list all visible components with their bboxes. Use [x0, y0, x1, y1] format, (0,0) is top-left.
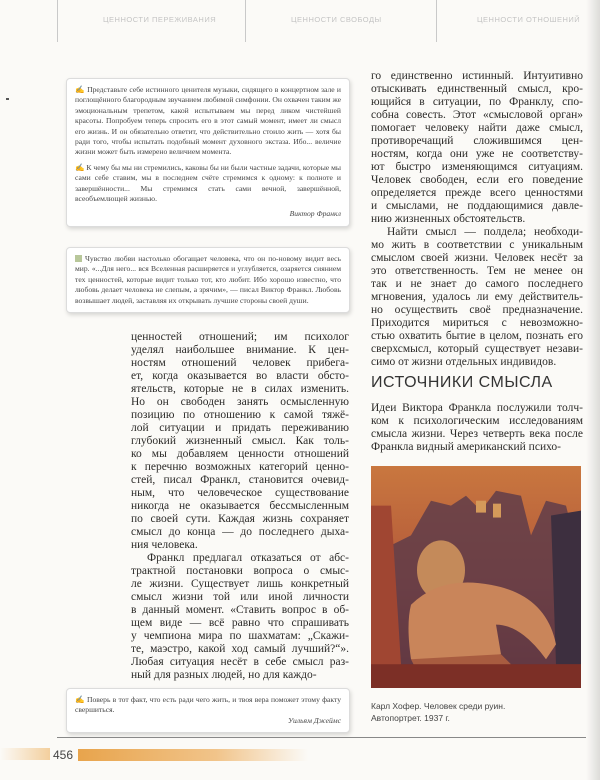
- text-line: трактной постановки вопроса о смыс-: [131, 565, 349, 577]
- scan-speck: [6, 98, 9, 100]
- pencil-icon: ✍: [75, 162, 87, 172]
- text-line: по своей сути. Каждая жизнь сохраняет: [131, 513, 349, 525]
- quote-text: Представьте себе истинного ценителя музыки, сидящего в концертном зале и поглощённого благородным звучанием любимой симфонии. Он охвачен таким же эмоциональным трепетом, какой испытываем мы перед ликом чистейшей красоты. Попробуем теперь спросить его в этот самый момент, имеет ли смысл его жизнь. И он обязательно ответит, что действительно стоило жить — хотя бы ради того, чтобы испытать подобный момент духовного экстаза. Ибо... величие жизни может быть измерено величием момента.: [75, 85, 341, 157]
- page-edge-shadow: [586, 0, 600, 780]
- text-line: ценностей отношений; им психолог: [131, 331, 349, 343]
- text-line: уделял наибольшее внимание. К цен-: [131, 344, 349, 356]
- quote-box-frankl: [66, 78, 350, 227]
- text-line: мгновения, удалось ли ему действитель-: [371, 291, 583, 303]
- info-paragraph: [75, 254, 341, 306]
- running-head-text: ЦЕННОСТИ ПЕРЕЖИВАНИЯ: [103, 15, 217, 24]
- text-line: Приходится мириться с невозможно-: [371, 317, 583, 329]
- text-line: ностям, когда они уже не соответству-: [371, 148, 583, 160]
- caption-line: Карл Хофер. Человек среди руин.: [371, 701, 506, 711]
- pencil-icon: ✍: [75, 695, 87, 704]
- left-text-column: [131, 331, 349, 682]
- text-line: ле жизни. Существует лишь конкретный: [131, 578, 349, 590]
- text-line: но осуществить своё предназначение.: [371, 304, 583, 316]
- text-line: щем виде — всё равно что спрашивать: [131, 617, 349, 629]
- text-line: в данный момент. «Ставить вопрос в об-: [131, 604, 349, 616]
- text-line: го единственно истинный. Интуитивно: [371, 70, 583, 82]
- text-line: смысла жизни. Через четверть века после: [371, 428, 583, 440]
- text-line: ностям отношений человек прибега-: [131, 357, 349, 369]
- right-text-column: [371, 70, 583, 369]
- text-line: Человек свободен, если его поведение: [371, 174, 583, 186]
- text-line: у чемпиона мира по шахматам: „Скажи-: [131, 630, 349, 642]
- footer-rule: [57, 737, 586, 738]
- text-line: стью охватить бытие в целом, познать его: [371, 330, 583, 342]
- quote-paragraph: [75, 695, 341, 716]
- text-line: отыскивать единственный смысл, кро-: [371, 83, 583, 95]
- text-line: и смыслами, не поддающимися давле-: [371, 200, 583, 212]
- text-line: ет, когда оказывается во власти обсто-: [131, 370, 349, 382]
- quote-author: Уильям Джеймс: [287, 715, 341, 725]
- text-line: ют быстро изменяющимся ситуациям.: [371, 161, 583, 173]
- text-line: помогает человеку найти даже смысл,: [371, 122, 583, 134]
- text-line: это ответственность. Тем не менее он: [371, 265, 583, 277]
- text-line: смысл жизни той или иной личности: [131, 591, 349, 603]
- text-line: ющийся в ситуации, по Франклу, спо-: [371, 96, 583, 108]
- section-heading: ИСТОЧНИКИ СМЫСЛА: [371, 374, 553, 391]
- text-line: ко мы добавляем ценности отношений: [131, 448, 349, 460]
- text-line: те, маэстро, какой ход самый лучший?“».: [131, 643, 349, 655]
- text-line: Найти смысл — полдела; необходи-: [387, 226, 583, 238]
- text-line: смыслом своей жизни. Человек несёт за: [371, 252, 583, 264]
- text-line: симо от жизни отдельных индивидов.: [371, 356, 557, 368]
- running-head-text: ЦЕННОСТИ ОТНОШЕНИЙ: [477, 15, 581, 24]
- text-line: так и не знает до самого последнего: [371, 278, 583, 290]
- square-bullet-icon: [75, 255, 82, 262]
- text-line: позицию по отношению к самой тяжё-: [131, 409, 349, 421]
- quote-paragraph: [75, 163, 341, 205]
- info-box-love: [66, 247, 350, 313]
- text-line: Франкл предлагал отказаться от абс-: [147, 552, 349, 564]
- text-line: Франкла видный американский психо-: [371, 441, 561, 453]
- text-line: ком к психологическим исследованиям: [371, 415, 583, 427]
- text-line: Любая ситуация несёт в себе смысл раз-: [131, 656, 349, 668]
- footer-accent-left: [0, 748, 50, 760]
- text-line: лой ситуации и придать переживанию: [131, 422, 349, 434]
- text-line: определяется прежде всего ценностями: [371, 187, 583, 199]
- text-line: собна совесть. Этот «смысловой орган»: [371, 109, 583, 121]
- quote-paragraph: [75, 85, 341, 158]
- text-line: к перечню возможных категорий ценно-: [131, 461, 349, 473]
- text-line: никогда не оказывается бессмысленным: [131, 500, 349, 512]
- text-line: Идеи Виктора Франкла послужили толч-: [371, 402, 583, 414]
- text-line: смысл до конца — до последнего дыха-: [131, 526, 349, 538]
- running-head-3: [436, 0, 587, 42]
- running-head-text: ЦЕННОСТИ СВОБОДЫ: [291, 15, 382, 24]
- text-line: стей, писал Франкл, становится очевид-: [131, 474, 349, 486]
- text-line: мо жить в соответствии с уникальным: [371, 239, 583, 251]
- text-line: сверхсмысл, который существует незави-: [371, 343, 583, 355]
- right-text-column-bottom: [371, 402, 583, 454]
- painting-figure: [371, 466, 581, 688]
- caption-line: Автопортрет. 1937 г.: [371, 713, 450, 723]
- quote-author: Виктор Франкл: [289, 209, 341, 219]
- pencil-icon: ✍: [75, 85, 88, 94]
- text-line: ным, что человеческое существование: [131, 487, 349, 499]
- figure-caption: [371, 700, 505, 724]
- text-line: ния человека.: [131, 539, 198, 551]
- text-line: ятельств, которые не в силах изменить.: [131, 383, 349, 395]
- text-line: ный для разных людей, но для каждо-: [131, 669, 317, 681]
- text-line: нию жизненных обстоятельств.: [371, 213, 526, 225]
- text-line: глубокий жизненный смысл. Как толь-: [131, 435, 349, 447]
- text-line: Но он свободен занять осмысленную: [131, 396, 349, 408]
- quote-box-james: [66, 688, 350, 733]
- info-text: Чувство любви настолько обогащает человека, что он по-новому видит весь мир. «...Для него... вся Вселенная расширяется и углубляется, озаряется сиянием тех ценностей, которые видит только тот, кто любит. Ибо хорошо известно, что любовь делает человека не слепым, а зрячим», — писал Виктор Франкл. Любовь возвышает людей, заставляя их открывать лучшие стороны своей души.: [75, 254, 341, 305]
- page-number: 456: [53, 748, 74, 762]
- running-head-2: [245, 0, 436, 42]
- quote-text: Поверь в тот факт, что есть ради чего жить, и твоя вера поможет этому факту свершиться.: [75, 695, 341, 715]
- running-head-1: [57, 0, 245, 42]
- text-line: противоречащий сложившимся цен-: [371, 135, 583, 147]
- quote-text: К чему бы мы ни стремились, каковы бы ни были частные задачи, которые мы сами себе ставим, мы в последнем счёте стремимся к одному: к полноте и завершённости... Мы стремимся стать сами вечной, завершённой, всеобъемлющей жизнью.: [75, 162, 341, 204]
- footer-accent-bar: [78, 749, 308, 761]
